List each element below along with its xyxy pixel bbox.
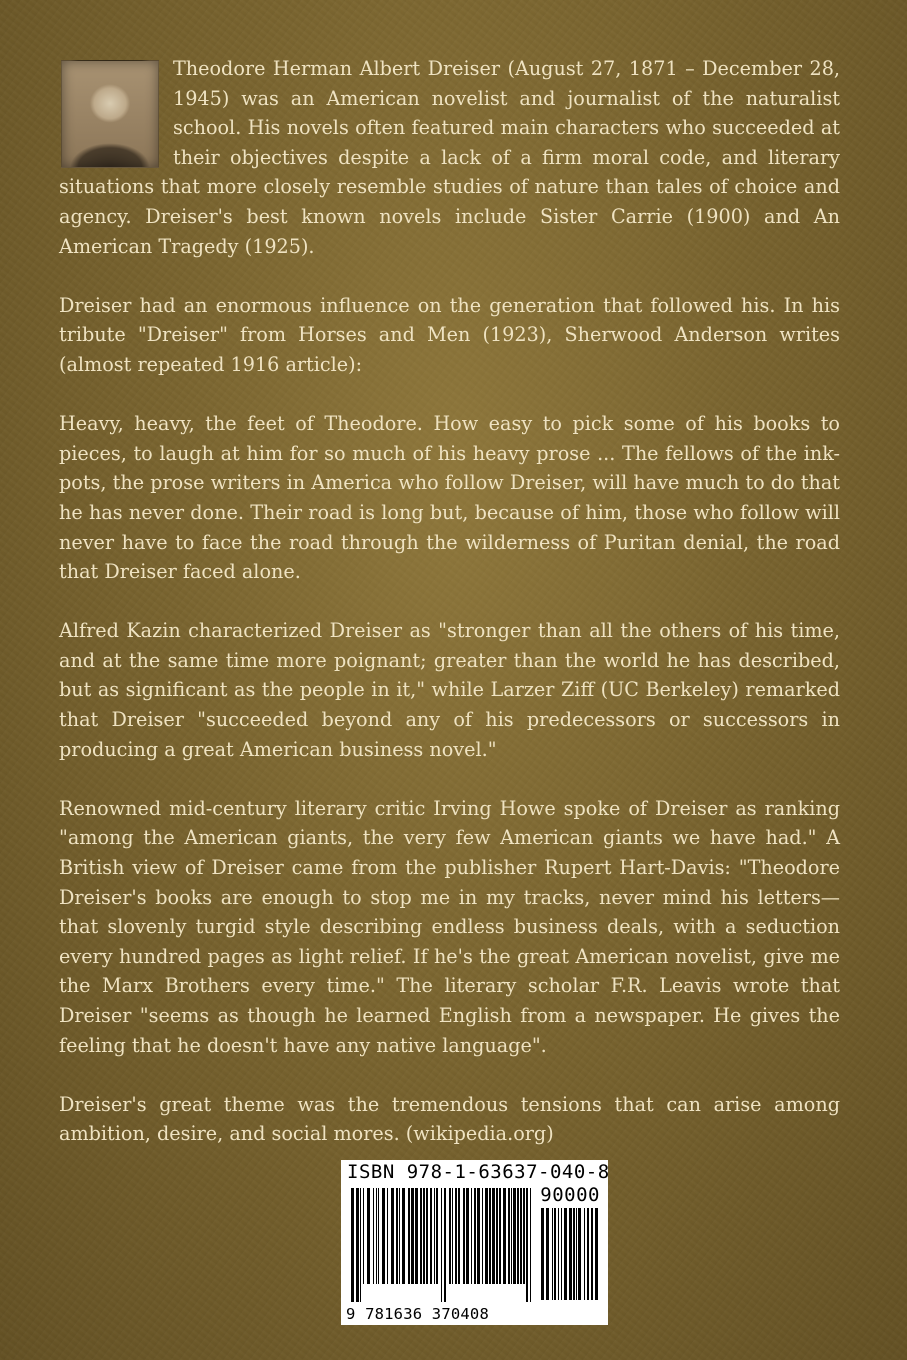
barcode-bar xyxy=(591,1208,593,1300)
barcode-bar xyxy=(455,1188,457,1284)
barcode-bar xyxy=(541,1208,544,1300)
barcode-bar xyxy=(408,1188,410,1284)
author-portrait xyxy=(61,60,159,168)
barcode-bar xyxy=(367,1188,370,1284)
barcode-bar xyxy=(471,1188,472,1284)
barcode-bar xyxy=(511,1188,512,1284)
barcode-bar xyxy=(420,1188,422,1284)
ean13-bars xyxy=(351,1188,533,1302)
barcode-bar xyxy=(399,1188,400,1284)
barcode-bar xyxy=(573,1208,575,1300)
barcode-bar xyxy=(415,1188,418,1284)
barcode-bar xyxy=(508,1188,510,1284)
barcode-bar xyxy=(376,1188,377,1284)
barcode-bar xyxy=(576,1208,577,1300)
bio-paragraph-6: Dreiser's great theme was the tremendous tensions that can arise among ambition, desire, and social mores. (wikipedia.org) xyxy=(59,1092,840,1146)
isbn-barcode xyxy=(341,1160,608,1325)
barcode-bar xyxy=(569,1208,572,1300)
barcode-bar xyxy=(554,1208,556,1300)
barcode-bar xyxy=(391,1188,394,1284)
barcode-bar xyxy=(444,1188,446,1302)
barcode-bar xyxy=(485,1188,488,1284)
bio-paragraph-4: Alfred Kazin characterized Dreiser as "stronger than all the others of his time, and at the same time more poignant; greater than the world he has described, but as significant as the people in it," while Larzer Ziff (UC Berkeley) remarked that Dreiser "succeeded beyond any of his predecessors or successors in producing a great American business novel." xyxy=(59,619,840,761)
barcode-bar xyxy=(430,1188,432,1284)
barcode-bar xyxy=(561,1208,562,1300)
barcode-bar xyxy=(423,1188,425,1284)
barcode-bar xyxy=(587,1208,589,1300)
isbn-label: ISBN 978-1-63637-040-8 xyxy=(347,1161,610,1183)
barcode-bar xyxy=(477,1188,480,1284)
addon-bars xyxy=(541,1208,599,1318)
barcode-bar xyxy=(363,1188,364,1284)
anderson-quote: Heavy, heavy, the feet of Theodore. How easy to pick some of his books to pieces, to laugh at him for so much of his heavy prose ... The fellows of the ink-pots, the prose writers in America who follow Dreiser, will have much to do that he has never done. Their road is long but, because of him, those who follow will never have to face the road through the wilderness of Puritan denial, the road that Dreiser faced alone. xyxy=(59,412,840,584)
barcode-bar xyxy=(546,1208,549,1300)
barcode-bar xyxy=(499,1188,501,1284)
barcode-bar xyxy=(373,1188,374,1284)
barcode-bar xyxy=(496,1188,498,1284)
barcode-bar xyxy=(595,1208,598,1300)
bio-paragraph-2: Dreiser had an enormous influence on the generation that followed his. In his tribute "Dreiser" from Horses and Men (1923), Sherwood Anderson writes (almost repeated 1916 article): xyxy=(59,293,840,376)
barcode-bar xyxy=(474,1188,476,1284)
barcode-bar xyxy=(578,1208,581,1300)
barcode-bar xyxy=(449,1188,451,1284)
bio-paragraph-1: Theodore Herman Albert Dreiser (August 27, 1871 – December 28, 1945) was an American novelist and journalist of the naturalist school. His novels often featured main characters who succeeded at their objectives despite a lack of a firm moral code, and literary situations that more closely resemble studies of nature than tales of choice and agency. Dreiser's best known novels include Sister Carrie (1900) and An American Tragedy (1925). xyxy=(59,57,840,258)
barcode-bar xyxy=(523,1188,525,1284)
barcode-bar xyxy=(584,1208,585,1300)
barcode-bar xyxy=(503,1188,506,1284)
barcode-bar xyxy=(382,1188,385,1284)
barcode-bar xyxy=(360,1188,361,1302)
barcode-bar xyxy=(466,1188,469,1284)
barcode-bar xyxy=(426,1188,428,1284)
barcode-bar xyxy=(530,1188,531,1302)
barcode-bar xyxy=(492,1188,495,1284)
barcode-bar xyxy=(378,1188,379,1284)
barcode-bar xyxy=(526,1188,528,1302)
barcode-bar xyxy=(411,1188,414,1284)
barcode-bar xyxy=(463,1188,465,1284)
price-code: 90000 xyxy=(540,1184,600,1206)
bio-paragraph-5: Renowned mid-century literary critic Irving Howe spoke of Dreiser as ranking "among the American giants, the very few American giants we have had." A British view of Dreiser came from the publisher Rupert Hart-Davis: "Theodore Dreiser's books are enough to stop me in my tracks, never mind his letters—that slovenly turgid style describing endless business deals, with a seduction every hundred pages as light relief. If he's the great American novelist, give me the Marx Brothers every time." The literary scholar F.R. Leavis wrote that Dreiser "seems as though he learned English from a newspaper. He gives the feeling that he doesn't have any native language". xyxy=(59,796,840,1057)
barcode-bar xyxy=(356,1188,359,1302)
barcode-digits: 9 781636 370408 xyxy=(346,1305,489,1323)
barcode-bar xyxy=(564,1208,567,1300)
barcode-bar xyxy=(387,1188,388,1284)
back-cover-text xyxy=(59,54,840,1179)
barcode-bar xyxy=(351,1188,354,1302)
barcode-bar xyxy=(552,1208,553,1300)
barcode-bar xyxy=(402,1188,405,1284)
barcode-bar xyxy=(458,1188,460,1284)
barcode-bar xyxy=(482,1188,483,1284)
barcode-bar xyxy=(558,1208,559,1300)
barcode-bar xyxy=(434,1188,435,1284)
barcode-bar xyxy=(513,1188,516,1284)
barcode-bar xyxy=(441,1188,442,1302)
barcode-bar xyxy=(436,1188,438,1284)
barcode-bar xyxy=(517,1188,519,1284)
barcode-bar xyxy=(520,1188,522,1284)
barcode-bar xyxy=(452,1188,453,1284)
barcode-bar xyxy=(396,1188,398,1284)
barcode-bar xyxy=(489,1188,491,1284)
